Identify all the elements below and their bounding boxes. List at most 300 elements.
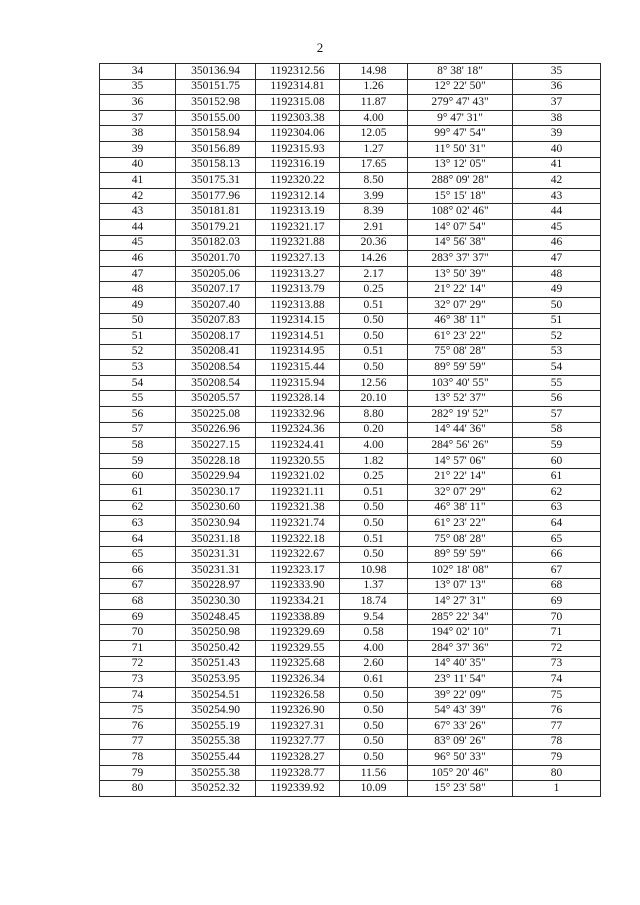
x-coordinate-cell: 350207.83 bbox=[176, 313, 256, 329]
table-row bbox=[100, 344, 601, 360]
table-row bbox=[100, 734, 601, 750]
x-coordinate-cell: 350158.13 bbox=[176, 157, 256, 173]
y-coordinate-cell: 1192334.21 bbox=[256, 594, 340, 610]
y-coordinate-cell: 1192321.38 bbox=[256, 500, 340, 516]
point-number-cell: 45 bbox=[100, 235, 176, 251]
point-number-cell: 52 bbox=[100, 344, 176, 360]
y-coordinate-cell: 1192329.55 bbox=[256, 640, 340, 656]
x-coordinate-cell: 350201.70 bbox=[176, 251, 256, 267]
next-point-cell: 44 bbox=[513, 204, 601, 220]
point-number-cell: 43 bbox=[100, 204, 176, 220]
table-row bbox=[100, 110, 601, 126]
bearing-cell: 96° 50' 33" bbox=[408, 750, 513, 766]
x-coordinate-cell: 350230.17 bbox=[176, 485, 256, 501]
x-coordinate-cell: 350179.21 bbox=[176, 219, 256, 235]
bearing-cell: 54° 43' 39" bbox=[408, 703, 513, 719]
x-coordinate-cell: 350248.45 bbox=[176, 609, 256, 625]
table-row bbox=[100, 141, 601, 157]
point-number-cell: 53 bbox=[100, 360, 176, 376]
distance-cell: 0.50 bbox=[340, 687, 408, 703]
next-point-cell: 55 bbox=[513, 375, 601, 391]
next-point-cell: 47 bbox=[513, 251, 601, 267]
table-row bbox=[100, 407, 601, 423]
point-number-cell: 71 bbox=[100, 640, 176, 656]
distance-cell: 11.56 bbox=[340, 765, 408, 781]
distance-cell: 10.09 bbox=[340, 781, 408, 797]
y-coordinate-cell: 1192315.44 bbox=[256, 360, 340, 376]
x-coordinate-cell: 350253.95 bbox=[176, 672, 256, 688]
distance-cell: 0.25 bbox=[340, 282, 408, 298]
distance-cell: 8.39 bbox=[340, 204, 408, 220]
y-coordinate-cell: 1192321.17 bbox=[256, 219, 340, 235]
bearing-cell: 14° 27' 31" bbox=[408, 594, 513, 610]
distance-cell: 0.50 bbox=[340, 360, 408, 376]
x-coordinate-cell: 350251.43 bbox=[176, 656, 256, 672]
distance-cell: 14.26 bbox=[340, 251, 408, 267]
point-number-cell: 62 bbox=[100, 500, 176, 516]
distance-cell: 2.60 bbox=[340, 656, 408, 672]
point-number-cell: 36 bbox=[100, 95, 176, 111]
distance-cell: 1.37 bbox=[340, 578, 408, 594]
y-coordinate-cell: 1192313.88 bbox=[256, 297, 340, 313]
distance-cell: 14.98 bbox=[340, 64, 408, 80]
point-number-cell: 46 bbox=[100, 251, 176, 267]
y-coordinate-cell: 1192326.58 bbox=[256, 687, 340, 703]
x-coordinate-cell: 350207.40 bbox=[176, 297, 256, 313]
point-number-cell: 69 bbox=[100, 609, 176, 625]
y-coordinate-cell: 1192327.13 bbox=[256, 251, 340, 267]
x-coordinate-cell: 350208.54 bbox=[176, 360, 256, 376]
point-number-cell: 66 bbox=[100, 563, 176, 579]
y-coordinate-cell: 1192322.67 bbox=[256, 547, 340, 563]
y-coordinate-cell: 1192314.51 bbox=[256, 329, 340, 345]
point-number-cell: 47 bbox=[100, 266, 176, 282]
next-point-cell: 65 bbox=[513, 531, 601, 547]
distance-cell: 0.61 bbox=[340, 672, 408, 688]
next-point-cell: 80 bbox=[513, 765, 601, 781]
distance-cell: 0.51 bbox=[340, 531, 408, 547]
table-row bbox=[100, 563, 601, 579]
point-number-cell: 34 bbox=[100, 64, 176, 80]
table-row bbox=[100, 188, 601, 204]
bearing-cell: 288° 09' 28" bbox=[408, 173, 513, 189]
bearing-cell: 39° 22' 09" bbox=[408, 687, 513, 703]
table-row bbox=[100, 469, 601, 485]
distance-cell: 3.99 bbox=[340, 188, 408, 204]
next-point-cell: 38 bbox=[513, 110, 601, 126]
x-coordinate-cell: 350228.18 bbox=[176, 453, 256, 469]
distance-cell: 0.50 bbox=[340, 718, 408, 734]
next-point-cell: 79 bbox=[513, 750, 601, 766]
next-point-cell: 56 bbox=[513, 391, 601, 407]
x-coordinate-cell: 350207.17 bbox=[176, 282, 256, 298]
point-number-cell: 80 bbox=[100, 781, 176, 797]
next-point-cell: 64 bbox=[513, 516, 601, 532]
y-coordinate-cell: 1192326.34 bbox=[256, 672, 340, 688]
next-point-cell: 61 bbox=[513, 469, 601, 485]
distance-cell: 0.51 bbox=[340, 344, 408, 360]
bearing-cell: 67° 33' 26" bbox=[408, 718, 513, 734]
bearing-cell: 13° 50' 39" bbox=[408, 266, 513, 282]
bearing-cell: 46° 38' 11" bbox=[408, 313, 513, 329]
point-number-cell: 54 bbox=[100, 375, 176, 391]
bearing-cell: 105° 20' 46" bbox=[408, 765, 513, 781]
next-point-cell: 57 bbox=[513, 407, 601, 423]
bearing-cell: 89° 59' 59" bbox=[408, 547, 513, 563]
distance-cell: 10.98 bbox=[340, 563, 408, 579]
next-point-cell: 67 bbox=[513, 563, 601, 579]
bearing-cell: 21° 22' 14" bbox=[408, 282, 513, 298]
next-point-cell: 35 bbox=[513, 64, 601, 80]
table-row bbox=[100, 672, 601, 688]
bearing-cell: 103° 40' 55" bbox=[408, 375, 513, 391]
distance-cell: 20.10 bbox=[340, 391, 408, 407]
next-point-cell: 40 bbox=[513, 141, 601, 157]
distance-cell: 9.54 bbox=[340, 609, 408, 625]
distance-cell: 0.25 bbox=[340, 469, 408, 485]
x-coordinate-cell: 350175.31 bbox=[176, 173, 256, 189]
table-row bbox=[100, 765, 601, 781]
y-coordinate-cell: 1192321.88 bbox=[256, 235, 340, 251]
next-point-cell: 62 bbox=[513, 485, 601, 501]
x-coordinate-cell: 350136.94 bbox=[176, 64, 256, 80]
next-point-cell: 50 bbox=[513, 297, 601, 313]
x-coordinate-cell: 350230.60 bbox=[176, 500, 256, 516]
coordinates-table bbox=[99, 63, 601, 797]
table-row bbox=[100, 516, 601, 532]
distance-cell: 0.50 bbox=[340, 516, 408, 532]
bearing-cell: 284° 37' 36" bbox=[408, 640, 513, 656]
table-row bbox=[100, 453, 601, 469]
table-row bbox=[100, 578, 601, 594]
point-number-cell: 38 bbox=[100, 126, 176, 142]
point-number-cell: 55 bbox=[100, 391, 176, 407]
point-number-cell: 37 bbox=[100, 110, 176, 126]
point-number-cell: 35 bbox=[100, 79, 176, 95]
y-coordinate-cell: 1192320.22 bbox=[256, 173, 340, 189]
distance-cell: 17.65 bbox=[340, 157, 408, 173]
point-number-cell: 51 bbox=[100, 329, 176, 345]
table-row bbox=[100, 95, 601, 111]
bearing-cell: 13° 12' 05" bbox=[408, 157, 513, 173]
x-coordinate-cell: 350156.89 bbox=[176, 141, 256, 157]
next-point-cell: 45 bbox=[513, 219, 601, 235]
y-coordinate-cell: 1192338.89 bbox=[256, 609, 340, 625]
bearing-cell: 99° 47' 54" bbox=[408, 126, 513, 142]
distance-cell: 0.50 bbox=[340, 313, 408, 329]
y-coordinate-cell: 1192313.79 bbox=[256, 282, 340, 298]
bearing-cell: 13° 52' 37" bbox=[408, 391, 513, 407]
distance-cell: 0.50 bbox=[340, 703, 408, 719]
bearing-cell: 15° 23' 58" bbox=[408, 781, 513, 797]
next-point-cell: 78 bbox=[513, 734, 601, 750]
point-number-cell: 67 bbox=[100, 578, 176, 594]
bearing-cell: 15° 15' 18" bbox=[408, 188, 513, 204]
next-point-cell: 68 bbox=[513, 578, 601, 594]
point-number-cell: 57 bbox=[100, 422, 176, 438]
bearing-cell: 194° 02' 10" bbox=[408, 625, 513, 641]
table-row bbox=[100, 656, 601, 672]
table-row bbox=[100, 781, 601, 797]
bearing-cell: 12° 22' 50" bbox=[408, 79, 513, 95]
bearing-cell: 46° 38' 11" bbox=[408, 500, 513, 516]
table-row bbox=[100, 485, 601, 501]
bearing-cell: 13° 07' 13" bbox=[408, 578, 513, 594]
table-row bbox=[100, 594, 601, 610]
y-coordinate-cell: 1192321.74 bbox=[256, 516, 340, 532]
x-coordinate-cell: 350231.18 bbox=[176, 531, 256, 547]
x-coordinate-cell: 350231.31 bbox=[176, 547, 256, 563]
y-coordinate-cell: 1192333.90 bbox=[256, 578, 340, 594]
x-coordinate-cell: 350255.38 bbox=[176, 734, 256, 750]
distance-cell: 12.56 bbox=[340, 375, 408, 391]
y-coordinate-cell: 1192314.81 bbox=[256, 79, 340, 95]
table-row bbox=[100, 79, 601, 95]
table-row bbox=[100, 547, 601, 563]
y-coordinate-cell: 1192312.14 bbox=[256, 188, 340, 204]
x-coordinate-cell: 350225.08 bbox=[176, 407, 256, 423]
point-number-cell: 77 bbox=[100, 734, 176, 750]
distance-cell: 0.50 bbox=[340, 329, 408, 345]
next-point-cell: 42 bbox=[513, 173, 601, 189]
table-row bbox=[100, 219, 601, 235]
y-coordinate-cell: 1192323.17 bbox=[256, 563, 340, 579]
table-row bbox=[100, 313, 601, 329]
bearing-cell: 75° 08' 28" bbox=[408, 531, 513, 547]
next-point-cell: 60 bbox=[513, 453, 601, 469]
y-coordinate-cell: 1192315.94 bbox=[256, 375, 340, 391]
next-point-cell: 74 bbox=[513, 672, 601, 688]
point-number-cell: 63 bbox=[100, 516, 176, 532]
y-coordinate-cell: 1192315.93 bbox=[256, 141, 340, 157]
distance-cell: 0.50 bbox=[340, 547, 408, 563]
y-coordinate-cell: 1192329.69 bbox=[256, 625, 340, 641]
x-coordinate-cell: 350255.19 bbox=[176, 718, 256, 734]
table-row bbox=[100, 204, 601, 220]
point-number-cell: 73 bbox=[100, 672, 176, 688]
point-number-cell: 61 bbox=[100, 485, 176, 501]
table-row bbox=[100, 422, 601, 438]
table-row bbox=[100, 251, 601, 267]
x-coordinate-cell: 350230.94 bbox=[176, 516, 256, 532]
table-row bbox=[100, 687, 601, 703]
bearing-cell: 89° 59' 59" bbox=[408, 360, 513, 376]
distance-cell: 0.51 bbox=[340, 485, 408, 501]
next-point-cell: 1 bbox=[513, 781, 601, 797]
bearing-cell: 282° 19' 52" bbox=[408, 407, 513, 423]
table-row bbox=[100, 360, 601, 376]
bearing-cell: 14° 57' 06" bbox=[408, 453, 513, 469]
x-coordinate-cell: 350226.96 bbox=[176, 422, 256, 438]
distance-cell: 4.00 bbox=[340, 640, 408, 656]
point-number-cell: 60 bbox=[100, 469, 176, 485]
distance-cell: 0.50 bbox=[340, 500, 408, 516]
x-coordinate-cell: 350181.81 bbox=[176, 204, 256, 220]
table-row bbox=[100, 438, 601, 454]
point-number-cell: 59 bbox=[100, 453, 176, 469]
next-point-cell: 48 bbox=[513, 266, 601, 282]
point-number-cell: 39 bbox=[100, 141, 176, 157]
next-point-cell: 58 bbox=[513, 422, 601, 438]
table-row bbox=[100, 500, 601, 516]
point-number-cell: 44 bbox=[100, 219, 176, 235]
x-coordinate-cell: 350158.94 bbox=[176, 126, 256, 142]
x-coordinate-cell: 350152.98 bbox=[176, 95, 256, 111]
bearing-cell: 23° 11' 54" bbox=[408, 672, 513, 688]
x-coordinate-cell: 350227.15 bbox=[176, 438, 256, 454]
bearing-cell: 102° 18' 08" bbox=[408, 563, 513, 579]
y-coordinate-cell: 1192304.06 bbox=[256, 126, 340, 142]
table-row bbox=[100, 173, 601, 189]
bearing-cell: 75° 08' 28" bbox=[408, 344, 513, 360]
x-coordinate-cell: 350208.41 bbox=[176, 344, 256, 360]
next-point-cell: 63 bbox=[513, 500, 601, 516]
distance-cell: 1.26 bbox=[340, 79, 408, 95]
point-number-cell: 40 bbox=[100, 157, 176, 173]
x-coordinate-cell: 350250.42 bbox=[176, 640, 256, 656]
y-coordinate-cell: 1192321.02 bbox=[256, 469, 340, 485]
table-row bbox=[100, 235, 601, 251]
distance-cell: 1.27 bbox=[340, 141, 408, 157]
x-coordinate-cell: 350229.94 bbox=[176, 469, 256, 485]
point-number-cell: 48 bbox=[100, 282, 176, 298]
x-coordinate-cell: 350255.44 bbox=[176, 750, 256, 766]
distance-cell: 4.00 bbox=[340, 110, 408, 126]
y-coordinate-cell: 1192328.14 bbox=[256, 391, 340, 407]
bearing-cell: 32° 07' 29" bbox=[408, 485, 513, 501]
bearing-cell: 285° 22' 34" bbox=[408, 609, 513, 625]
next-point-cell: 36 bbox=[513, 79, 601, 95]
y-coordinate-cell: 1192324.41 bbox=[256, 438, 340, 454]
point-number-cell: 64 bbox=[100, 531, 176, 547]
table-row bbox=[100, 297, 601, 313]
table-row bbox=[100, 282, 601, 298]
bearing-cell: 108° 02' 46" bbox=[408, 204, 513, 220]
table-row bbox=[100, 625, 601, 641]
next-point-cell: 59 bbox=[513, 438, 601, 454]
point-number-cell: 76 bbox=[100, 718, 176, 734]
bearing-cell: 21° 22' 14" bbox=[408, 469, 513, 485]
next-point-cell: 46 bbox=[513, 235, 601, 251]
bearing-cell: 11° 50' 31" bbox=[408, 141, 513, 157]
next-point-cell: 69 bbox=[513, 594, 601, 610]
y-coordinate-cell: 1192314.95 bbox=[256, 344, 340, 360]
x-coordinate-cell: 350250.98 bbox=[176, 625, 256, 641]
table-row bbox=[100, 64, 601, 80]
next-point-cell: 49 bbox=[513, 282, 601, 298]
bearing-cell: 32° 07' 29" bbox=[408, 297, 513, 313]
table-row bbox=[100, 391, 601, 407]
y-coordinate-cell: 1192326.90 bbox=[256, 703, 340, 719]
y-coordinate-cell: 1192321.11 bbox=[256, 485, 340, 501]
point-number-cell: 72 bbox=[100, 656, 176, 672]
bearing-cell: 83° 09' 26" bbox=[408, 734, 513, 750]
next-point-cell: 52 bbox=[513, 329, 601, 345]
table-row bbox=[100, 266, 601, 282]
distance-cell: 0.51 bbox=[340, 297, 408, 313]
next-point-cell: 70 bbox=[513, 609, 601, 625]
distance-cell: 8.50 bbox=[340, 173, 408, 189]
bearing-cell: 14° 40' 35" bbox=[408, 656, 513, 672]
y-coordinate-cell: 1192328.77 bbox=[256, 765, 340, 781]
point-number-cell: 56 bbox=[100, 407, 176, 423]
next-point-cell: 37 bbox=[513, 95, 601, 111]
x-coordinate-cell: 350228.97 bbox=[176, 578, 256, 594]
x-coordinate-cell: 350208.17 bbox=[176, 329, 256, 345]
distance-cell: 18.74 bbox=[340, 594, 408, 610]
next-point-cell: 54 bbox=[513, 360, 601, 376]
bearing-cell: 14° 56' 38" bbox=[408, 235, 513, 251]
x-coordinate-cell: 350182.03 bbox=[176, 235, 256, 251]
point-number-cell: 50 bbox=[100, 313, 176, 329]
y-coordinate-cell: 1192322.18 bbox=[256, 531, 340, 547]
distance-cell: 1.82 bbox=[340, 453, 408, 469]
table-row bbox=[100, 750, 601, 766]
y-coordinate-cell: 1192324.36 bbox=[256, 422, 340, 438]
point-number-cell: 58 bbox=[100, 438, 176, 454]
next-point-cell: 77 bbox=[513, 718, 601, 734]
table-row bbox=[100, 718, 601, 734]
point-number-cell: 41 bbox=[100, 173, 176, 189]
table-row bbox=[100, 157, 601, 173]
x-coordinate-cell: 350231.31 bbox=[176, 563, 256, 579]
point-number-cell: 75 bbox=[100, 703, 176, 719]
x-coordinate-cell: 350254.90 bbox=[176, 703, 256, 719]
point-number-cell: 42 bbox=[100, 188, 176, 204]
bearing-cell: 9° 47' 31" bbox=[408, 110, 513, 126]
distance-cell: 20.36 bbox=[340, 235, 408, 251]
x-coordinate-cell: 350205.57 bbox=[176, 391, 256, 407]
table-row bbox=[100, 640, 601, 656]
distance-cell: 11.87 bbox=[340, 95, 408, 111]
next-point-cell: 43 bbox=[513, 188, 601, 204]
table-row bbox=[100, 329, 601, 345]
next-point-cell: 53 bbox=[513, 344, 601, 360]
x-coordinate-cell: 350230.30 bbox=[176, 594, 256, 610]
y-coordinate-cell: 1192327.31 bbox=[256, 718, 340, 734]
y-coordinate-cell: 1192314.15 bbox=[256, 313, 340, 329]
next-point-cell: 72 bbox=[513, 640, 601, 656]
y-coordinate-cell: 1192313.19 bbox=[256, 204, 340, 220]
point-number-cell: 78 bbox=[100, 750, 176, 766]
next-point-cell: 66 bbox=[513, 547, 601, 563]
x-coordinate-cell: 350155.00 bbox=[176, 110, 256, 126]
point-number-cell: 49 bbox=[100, 297, 176, 313]
distance-cell: 0.20 bbox=[340, 422, 408, 438]
bearing-cell: 279° 47' 43" bbox=[408, 95, 513, 111]
bearing-cell: 61° 23' 22" bbox=[408, 516, 513, 532]
x-coordinate-cell: 350177.96 bbox=[176, 188, 256, 204]
distance-cell: 4.00 bbox=[340, 438, 408, 454]
distance-cell: 12.05 bbox=[340, 126, 408, 142]
x-coordinate-cell: 350254.51 bbox=[176, 687, 256, 703]
point-number-cell: 70 bbox=[100, 625, 176, 641]
y-coordinate-cell: 1192328.27 bbox=[256, 750, 340, 766]
distance-cell: 2.91 bbox=[340, 219, 408, 235]
bearing-cell: 61° 23' 22" bbox=[408, 329, 513, 345]
y-coordinate-cell: 1192303.38 bbox=[256, 110, 340, 126]
next-point-cell: 73 bbox=[513, 656, 601, 672]
y-coordinate-cell: 1192312.56 bbox=[256, 64, 340, 80]
table-row bbox=[100, 126, 601, 142]
next-point-cell: 39 bbox=[513, 126, 601, 142]
table-row bbox=[100, 609, 601, 625]
distance-cell: 0.50 bbox=[340, 734, 408, 750]
x-coordinate-cell: 350252.32 bbox=[176, 781, 256, 797]
point-number-cell: 68 bbox=[100, 594, 176, 610]
y-coordinate-cell: 1192332.96 bbox=[256, 407, 340, 423]
point-number-cell: 65 bbox=[100, 547, 176, 563]
